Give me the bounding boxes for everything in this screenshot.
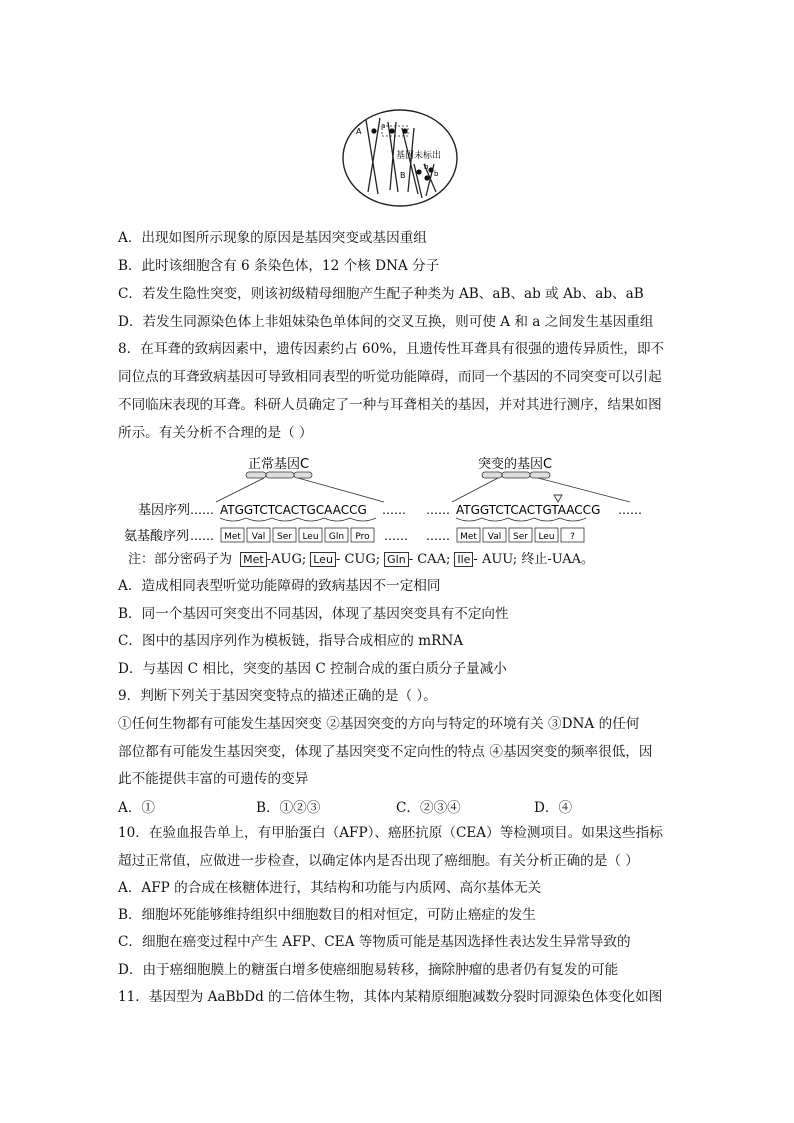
amino-acid-label: Leu: [538, 532, 555, 542]
dots: ……: [426, 503, 450, 517]
q10-option-a: A．AFP 的合成在核糖体进行，其结构和功能与内质网、高尔基体无关: [118, 880, 542, 896]
note-amino-acid-box: Gln: [384, 552, 409, 567]
q8-option-d: D．与基因 C 相比，突变的基因 C 控制合成的蛋白质分子量减小: [118, 661, 507, 677]
amino-acid-label: Ser: [277, 532, 292, 542]
normal-gene-bar: [246, 472, 312, 478]
label-gene-note: 基因未标出: [396, 151, 442, 161]
row-label-gene: 基因序列: [138, 503, 191, 518]
q8-stem-line-2: 同位点的耳聋致病基因可导致相同表型的听觉功能障碍，而同一个基因的不同突变可以引起: [118, 369, 662, 385]
note-amino-acid-box: Leu: [310, 552, 336, 567]
centromere: [389, 128, 394, 133]
note-amino-acid-box: Met: [240, 552, 267, 567]
mutant-gene-bar: [482, 472, 550, 478]
centromere: [416, 169, 421, 174]
q10-option-c: C．细胞在癌变过程中产生 AFP、CEA 等物质可能是基因选择性表达发生异常导致的: [118, 934, 631, 950]
q10-stem-line-2: 超过正常值，应做进一步检查，以确定体内是否出现了癌细胞。有关分析正确的是（ ）: [118, 853, 639, 869]
normal-gene-title: 正常基因C: [248, 457, 310, 472]
note-codon: - CAA;: [408, 552, 451, 567]
q9-option-a: A．①: [118, 800, 156, 816]
note-codon: - CUG;: [335, 552, 381, 567]
mutant-gene-title: 突变的基因C: [478, 457, 553, 472]
centromere: [402, 128, 407, 133]
q7-option-a: A．出现如图所示现象的原因是基因突变或基因重组: [118, 230, 427, 246]
q10-stem-line-1: 10．在验血报告单上，有甲胎蛋白（AFP）、癌胚抗原（CEA）等检测项目。如果这些指标: [118, 825, 663, 841]
amino-acid-label: Val: [251, 532, 266, 542]
q8-stem-line-4: 所示。有关分析不合理的是（ ）: [118, 425, 313, 441]
q8-stem-line-3: 不同临床表现的耳聋。科研人员确定了一种与耳聋相关的基因，并对其进行测序，结果如图: [118, 397, 662, 413]
dots: ……: [384, 529, 408, 543]
q8-option-b: B．同一个基因可突变出不同基因，体现了基因突变具有不定向性: [118, 606, 509, 622]
q8-stem-line-1: 8．在耳聋的致病因素中，遗传因素约占 60%，且遗传性耳聋具有很强的遗传异质性，即不: [118, 341, 665, 357]
amino-acid-label: Gln: [328, 532, 345, 542]
q8-option-c: C．图中的基因序列作为模板链，指导合成相应的 mRNA: [118, 633, 464, 649]
gene-sequence-figure: [118, 450, 678, 548]
q11-stem: 11．基因型为 AaBbDd 的二倍体生物，其体内某精原细胞减数分裂时同源染色体变化如图: [118, 989, 663, 1005]
codon-note: [128, 548, 594, 567]
amino-acid-label: Val: [487, 532, 502, 542]
note-codon: -AUG;: [266, 552, 307, 567]
q7-option-d: D．若发生同源染色体上非姐妹染色单体间的交叉互换，则可使 A 和 a 之间发生基因重组: [118, 314, 654, 330]
q9-body-line-2: 部位都有可能发生基因突变，体现了基因突变不定向性的特点 ④基因突变的频率很低，因: [118, 744, 653, 760]
mutant-sequence: ATGGTCTCACTGTAACCG: [456, 503, 601, 517]
q9-option-b: B．①②③: [256, 800, 321, 816]
dots: ……: [426, 529, 450, 543]
label-b-small-2: b: [434, 170, 439, 178]
centromere: [428, 167, 433, 172]
centromere: [371, 128, 376, 133]
dots: ……: [190, 529, 214, 543]
normal-aa-row: [221, 528, 374, 542]
amino-acid-label: Pro: [355, 532, 370, 542]
q9-body-line-3: 此不能提供丰富的可遗传的变异: [118, 771, 309, 787]
dots: ……: [382, 503, 406, 517]
dots: ……: [618, 503, 642, 517]
amino-acid-label: Met: [460, 532, 477, 542]
label-a-top: A: [356, 127, 362, 136]
q9-stem: 9．判断下列关于基因突变特点的描述正确的是（ ）。: [118, 688, 437, 704]
q8-option-a: A．造成相同表型听觉功能障碍的致病基因不一定相同: [118, 578, 441, 594]
mutation-marker: [554, 495, 562, 502]
mutant-aa-row: [457, 528, 584, 542]
q10-option-b: B．细胞坏死能够维持组织中细胞数目的相对恒定，可防止癌症的发生: [118, 907, 536, 923]
chromosome-strand: [402, 128, 418, 194]
row-label-aa: 氨基酸序列: [124, 529, 190, 544]
amino-acid-label: ?: [570, 532, 575, 542]
amino-acid-label: Ser: [513, 532, 528, 542]
q9-body-line-1: ①任何生物都有可能发生基因突变 ②基因突变的方向与特定的环境有关 ③DNA 的任何: [118, 716, 640, 732]
label-b-bottom: B: [400, 171, 406, 180]
cell-figure: [338, 106, 462, 210]
q7-option-b: B．此时该细胞含有 6 条染色体，12 个核 DNA 分子: [118, 258, 440, 274]
note-codon: - AUU;: [473, 552, 518, 567]
codon-braces: [220, 518, 586, 521]
dots: ……: [190, 503, 214, 517]
q7-option-c: C．若发生隐性突变，则该初级精母细胞产生配子种类为 AB、aB、ab 或 Ab、ab、aB: [118, 286, 644, 302]
codon-note-suffix: 终止-UAA。: [521, 552, 595, 567]
q9-option-c: C．②③④: [396, 800, 461, 816]
note-amino-acid-box: Ile: [454, 552, 473, 567]
centromere: [424, 175, 429, 180]
amino-acid-label: Leu: [302, 532, 319, 542]
amino-acid-label: Met: [224, 532, 241, 542]
q9-option-d: D．④: [534, 800, 573, 816]
q10-option-d: D．由于癌细胞膜上的糖蛋白增多使癌细胞易转移，摘除肿瘤的患者仍有复发的可能: [118, 962, 619, 978]
normal-sequence: ATGGTCTCACTGCAACCG: [220, 503, 367, 517]
label-b-small: b: [424, 163, 429, 171]
label-a-small: a: [381, 122, 386, 130]
codon-note-prefix: 注：部分密码子为: [128, 552, 233, 567]
